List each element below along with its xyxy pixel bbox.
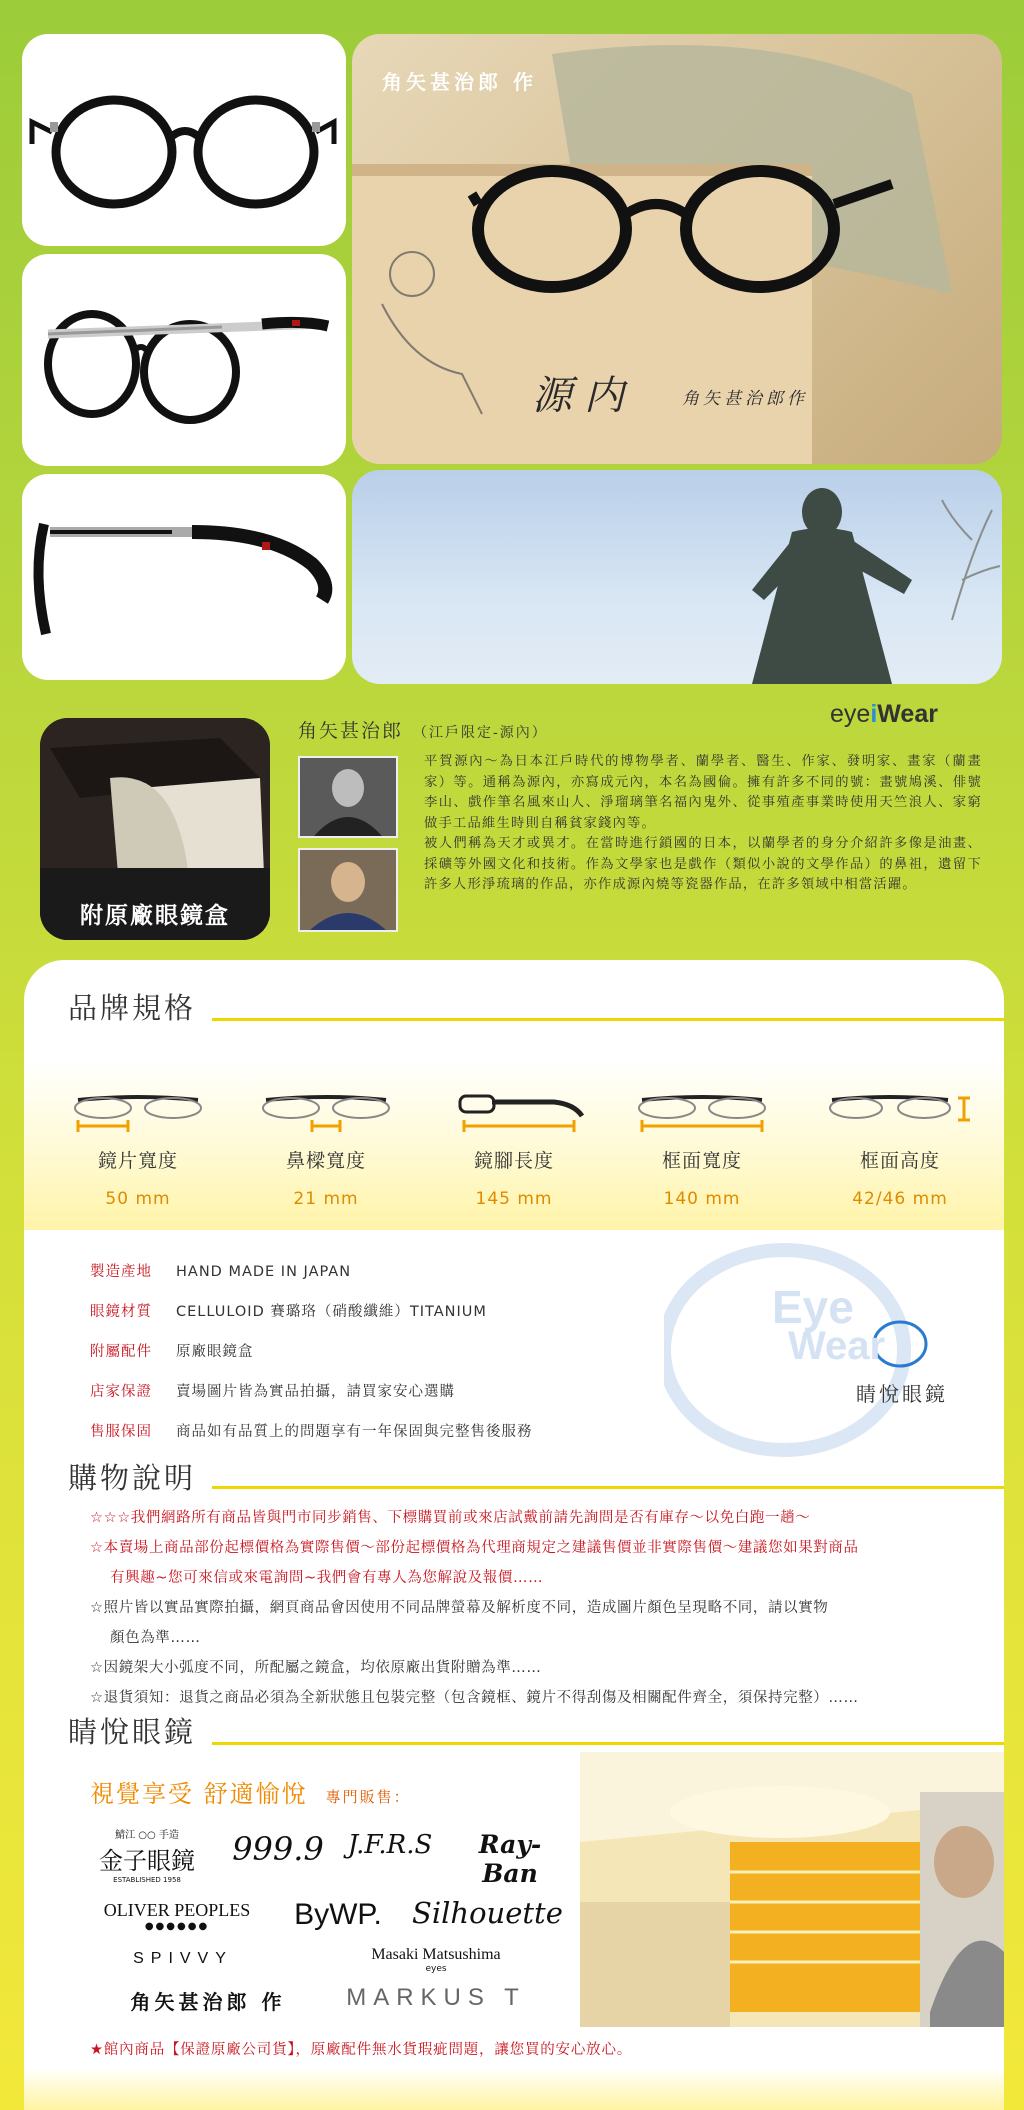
portrait-historical: [298, 756, 398, 838]
logo-eye-text: eye: [830, 700, 871, 728]
shopping-section-title: 購物說明: [68, 1461, 197, 1495]
spec-name: 鼻樑寬度: [285, 1150, 366, 1172]
spec-name: 框面高度: [859, 1150, 940, 1172]
shopping-line-1: ☆☆☆我們網路所有商品皆與門市同步銷售、下標購買前或來店試戴前請先詢問是否有庫存～以免白跑一趟～: [90, 1510, 811, 1526]
box-maker-text: 角矢甚治郎作: [682, 389, 808, 409]
logo-dot-icon: i: [870, 700, 878, 728]
glasses-front-view: [22, 34, 346, 246]
glasses-side-view: [22, 474, 346, 680]
shopping-line-5: 顏色為準……: [110, 1630, 201, 1646]
brand-markus: MARKUS T: [346, 1984, 526, 2011]
brand-999: 999.9: [232, 1830, 324, 1868]
watermark-wear-text: Wear: [788, 1324, 886, 1368]
info-row-warranty: [90, 1420, 533, 1441]
store-section-title: 睛悅眼鏡: [68, 1715, 197, 1749]
intro-paragraph-2: 被人們稱為天才或異才。在當時進行鎖國的日本，以蘭學者的身分介紹許多像是油畫、採礦等外國文化和技術。作為文學家也是戲作（類似小說的文學作品）的鼻祖，遺留下許多人形淨琉璃的作品，亦作成源內燒等瓷器作品，在許多領域中相當活躍。: [424, 836, 982, 892]
spec-value: 21 mm: [293, 1189, 359, 1209]
brand-silhouette: Silhouette: [412, 1896, 563, 1930]
wooden-box-photo: [352, 34, 1002, 464]
info-value: 賣場圖片皆為實品拍攝，請買家安心選購: [176, 1384, 455, 1400]
info-key: 售服保固: [90, 1424, 152, 1440]
store-title-underline: [212, 1742, 1004, 1745]
watermark-eye-text: Eye: [772, 1281, 854, 1333]
original-case-photo: [40, 718, 270, 940]
brand-jfrey: J.F.R.S: [347, 1830, 433, 1860]
edition-subtitle: （江戶限定-源內）: [413, 725, 548, 741]
eyewear-watermark: [664, 1240, 984, 1460]
brand-masaki-name: Masaki Matsushima: [371, 1946, 501, 1963]
spec-value: 42/46 mm: [852, 1189, 948, 1209]
brand-kaneko-small: 鯖江 ○○ 手造: [115, 1830, 179, 1841]
info-row-accessory: [90, 1340, 254, 1361]
portrait-craftsman: [298, 848, 398, 932]
spec-value: 50 mm: [105, 1189, 171, 1209]
brand-spivvy: SPIVVY: [133, 1950, 233, 1967]
eyewear-logo: [830, 700, 938, 729]
shopping-line-6: ☆因鏡架大小弧度不同，所配屬之鏡盒，均依原廠出貨附贈為準……: [90, 1660, 542, 1676]
shopping-line-7: ☆退貨須知：退貨之商品必須為全新狀態且包裝完整（包含鏡框、鏡片不得刮傷及相關配件齊全，須保持完整）……: [90, 1690, 859, 1706]
footer-note: ★館內商品【保證原廠公司貨】，原廠配件無水貨瑕疵問題，讓您買的安心放心。: [90, 2042, 633, 2058]
info-row-material: [90, 1300, 487, 1321]
brand-oliver-name: OLIVER PEOPLES: [103, 1900, 251, 1920]
spec-section-title: 品牌規格: [68, 991, 197, 1025]
brand-oliver: [88, 1900, 266, 1932]
shopping-title-underline: [212, 1486, 1004, 1489]
store-interior-photo: [580, 1752, 1004, 2027]
spec-name: 鏡片寬度: [97, 1150, 178, 1172]
brand-masaki: [346, 1946, 526, 1974]
spec-frame-width: [622, 1090, 782, 1209]
shopping-line-2: ☆本賣場上商品部份起標價格為實際售價～部份起標價格為代理商規定之建議售價並非實際售價～建議您如果對商品: [90, 1540, 859, 1556]
brand-byvp: ByWP.: [294, 1898, 382, 1931]
spec-frame-height: [820, 1090, 980, 1209]
watermark-store-name: 睛悅眼鏡: [856, 1382, 948, 1406]
brand-kakuya: 角矢甚治郎 作: [130, 1990, 286, 2014]
shopping-line-3: 有興趣~您可來信或來電詢問~我們會有專人為您解說及報價……: [110, 1570, 544, 1586]
info-key: 店家保證: [90, 1384, 152, 1400]
box-brand-text: 源内: [532, 373, 636, 419]
intro-text: [424, 752, 982, 896]
info-value: HAND MADE IN JAPAN: [176, 1264, 352, 1280]
info-value: 原廠眼鏡盒: [176, 1344, 254, 1360]
intro-paragraph-1: 平賀源內～為日本江戶時代的博物學者、蘭學者、醫生、作家、發明家、畫家（蘭畫家）等。通稱為源內，亦寫成元內，本名為國倫。擁有許多不同的號：畫號鳩溪、俳號李山、戲作筆名風來山人、淨瑠璃筆名福內鬼外、從事殖產事業時使用天竺浪人、家窮做手工品維生時則自稱貧家錢內等。: [424, 754, 982, 831]
info-key: 製造產地: [90, 1264, 152, 1280]
brand-kaneko-est: ESTABLISHED 1958: [113, 1876, 181, 1884]
oliver-dots-icon: ●●●●●●: [144, 1921, 210, 1932]
intro-title: [298, 716, 548, 743]
info-key: 眼鏡材質: [90, 1304, 152, 1320]
info-value: CELLULOID 賽璐珞（硝酸纖維）TITANIUM: [176, 1304, 487, 1320]
slogan-text: 視覺享受 舒適愉悅: [90, 1780, 308, 1808]
info-row-guarantee: [90, 1380, 455, 1401]
logo-wear-text: Wear: [877, 700, 938, 728]
spec-bridge-width: [246, 1090, 406, 1209]
glasses-angle-view: [22, 254, 346, 466]
info-row-origin: [90, 1260, 351, 1281]
spec-lens-width: [58, 1090, 218, 1209]
brand-kaneko-name: 金子眼鏡: [99, 1847, 195, 1875]
store-slogan: [90, 1774, 411, 1809]
slogan-small: 專門販售：: [325, 1788, 411, 1806]
info-value: 商品如有品質上的問題享有一年保固與完整售後服務: [176, 1424, 533, 1440]
info-key: 附屬配件: [90, 1344, 152, 1360]
brand-rayban: Ray-Ban: [478, 1830, 542, 1888]
photo-caption-maker: 角矢甚治郎 作: [382, 70, 537, 94]
spec-value: 140 mm: [663, 1189, 741, 1209]
spec-title-underline: [212, 1018, 1004, 1021]
case-caption: 附原廠眼鏡盒: [80, 903, 230, 929]
footer-bar: [24, 2068, 1004, 2110]
spec-temple-length: [434, 1090, 594, 1209]
spec-name: 框面寬度: [661, 1150, 742, 1172]
statue-photo: [352, 470, 1002, 684]
brand-kaneko: [88, 1826, 206, 1884]
maker-name: 角矢甚治郎: [298, 720, 404, 742]
spec-value: 145 mm: [475, 1189, 553, 1209]
brand-masaki-sub: eyes: [425, 1964, 447, 1974]
spec-name: 鏡腳長度: [473, 1150, 554, 1172]
shopping-line-4: ☆照片皆以實品實際拍攝，網頁商品會因使用不同品牌螢幕及解析度不同，造成圖片顏色呈現略不同，請以實物: [90, 1600, 829, 1616]
